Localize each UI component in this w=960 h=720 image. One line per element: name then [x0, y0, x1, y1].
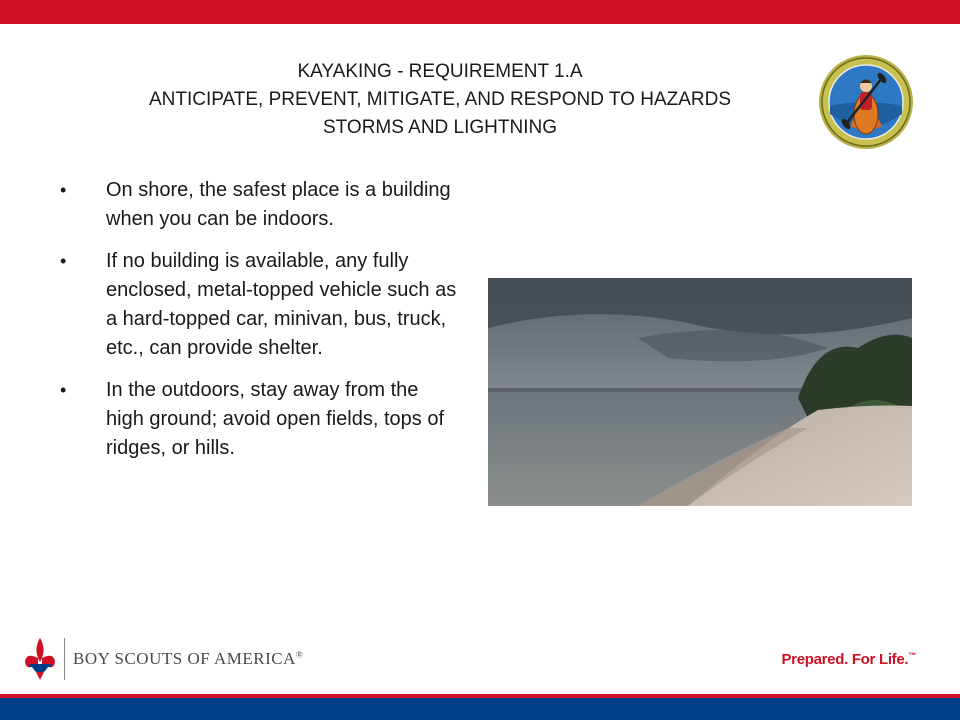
bullet-dot-icon: • — [60, 380, 67, 400]
title-line: ANTICIPATE, PREVENT, MITIGATE, AND RESPOND TO HAZARDS — [148, 89, 732, 110]
slide-title — [60, 58, 820, 142]
bsa-logo — [22, 636, 303, 682]
title-line: KAYAKING - REQUIREMENT 1.A — [297, 61, 583, 82]
bullet-list — [60, 176, 460, 476]
logo-divider — [64, 638, 65, 680]
bottom-color-bar — [0, 698, 960, 720]
bullet-dot-icon: • — [60, 251, 67, 271]
org-registered-mark: ® — [295, 649, 304, 660]
kayaking-merit-badge-icon — [818, 54, 914, 150]
bullet-item — [60, 176, 460, 234]
title-line: STORMS AND LIGHTNING — [322, 117, 557, 138]
org-name-text: BOY SCOUTS OF AMERICA — [73, 649, 296, 668]
fleur-de-lis-icon — [22, 636, 58, 682]
tagline — [781, 651, 916, 668]
bullet-item — [60, 247, 460, 363]
org-name — [73, 649, 303, 669]
bullet-text: In the outdoors, stay away from the high ground; avoid open fields, tops of ridges, or hills. — [106, 379, 445, 459]
bullet-dot-icon: • — [60, 180, 67, 200]
tagline-text: Prepared. For Life. — [781, 651, 909, 668]
bullet-text: If no building is available, any fully enclosed, metal-topped vehicle such as a hard-topped car, minivan, bus, truck, etc., can provide shelter. — [106, 250, 457, 359]
storm-beach-photo — [488, 278, 912, 506]
top-color-bar — [0, 0, 960, 24]
tagline-trademark: ™ — [908, 651, 916, 660]
bullet-item — [60, 376, 460, 463]
bullet-text: On shore, the safest place is a building when you can be indoors. — [106, 179, 451, 230]
